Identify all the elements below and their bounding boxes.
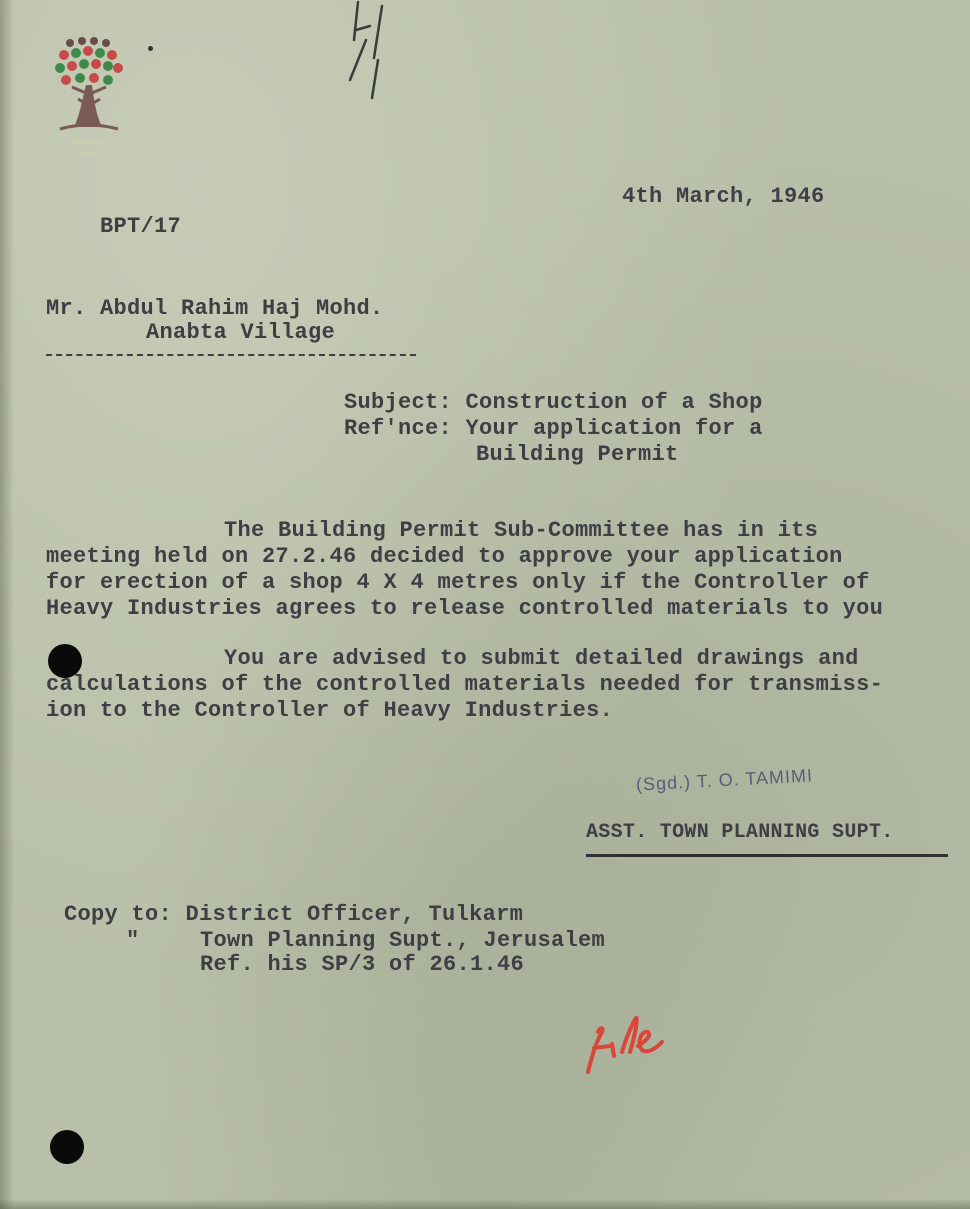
ditto-mark: " (126, 928, 140, 953)
ink-speck (148, 46, 153, 51)
copy-to-line2: Town Planning Supt., Jerusalem (200, 928, 606, 953)
addressee-village: Anabta Village (146, 320, 336, 345)
punch-hole-lower (50, 1130, 84, 1164)
paragraph2-line2: calculations of the controlled materials needed for transmiss- (46, 672, 884, 697)
paragraph1-line1: The Building Permit Sub-Committee has in its (224, 518, 819, 543)
paragraph2-line1: You are advised to submit detailed drawings and (224, 646, 859, 671)
subject-line: Subject: Construction of a Shop (344, 390, 763, 415)
archive-logo-icon (50, 35, 130, 165)
signature-underline (586, 854, 948, 857)
signature-stamp: (Sgd.) T. O. TAMIMI (635, 765, 814, 795)
addressee-underline (46, 354, 416, 356)
page-edge-shadow-bottom (0, 1199, 970, 1209)
signatory-title: ASST. TOWN PLANNING SUPT. (586, 821, 894, 844)
reference-line-continued: Building Permit (476, 442, 679, 467)
paragraph1-line2: meeting held on 27.2.46 decided to approve your application (46, 544, 843, 569)
file-reference: BPT/17 (100, 214, 182, 239)
copy-to-line1: Copy to: District Officer, Tulkarm (64, 902, 524, 927)
reference-line: Ref'nce: Your application for a (344, 416, 763, 441)
paragraph2-line3: ion to the Controller of Heavy Industries. (46, 698, 614, 723)
paragraph1-line4: Heavy Industries agrees to release controlled materials to you (46, 596, 884, 621)
page-edge-shadow-left (0, 0, 14, 1209)
handwritten-file-note (578, 1012, 668, 1076)
addressee-name: Mr. Abdul Rahim Haj Mohd. (46, 296, 384, 321)
pencil-mark-icon (320, 0, 400, 110)
copy-to-line3: Ref. his SP/3 of 26.1.46 (200, 952, 525, 977)
paragraph1-line3: for erection of a shop 4 X 4 metres only if the Controller of (46, 570, 870, 595)
letter-date: 4th March, 1946 (622, 184, 825, 209)
